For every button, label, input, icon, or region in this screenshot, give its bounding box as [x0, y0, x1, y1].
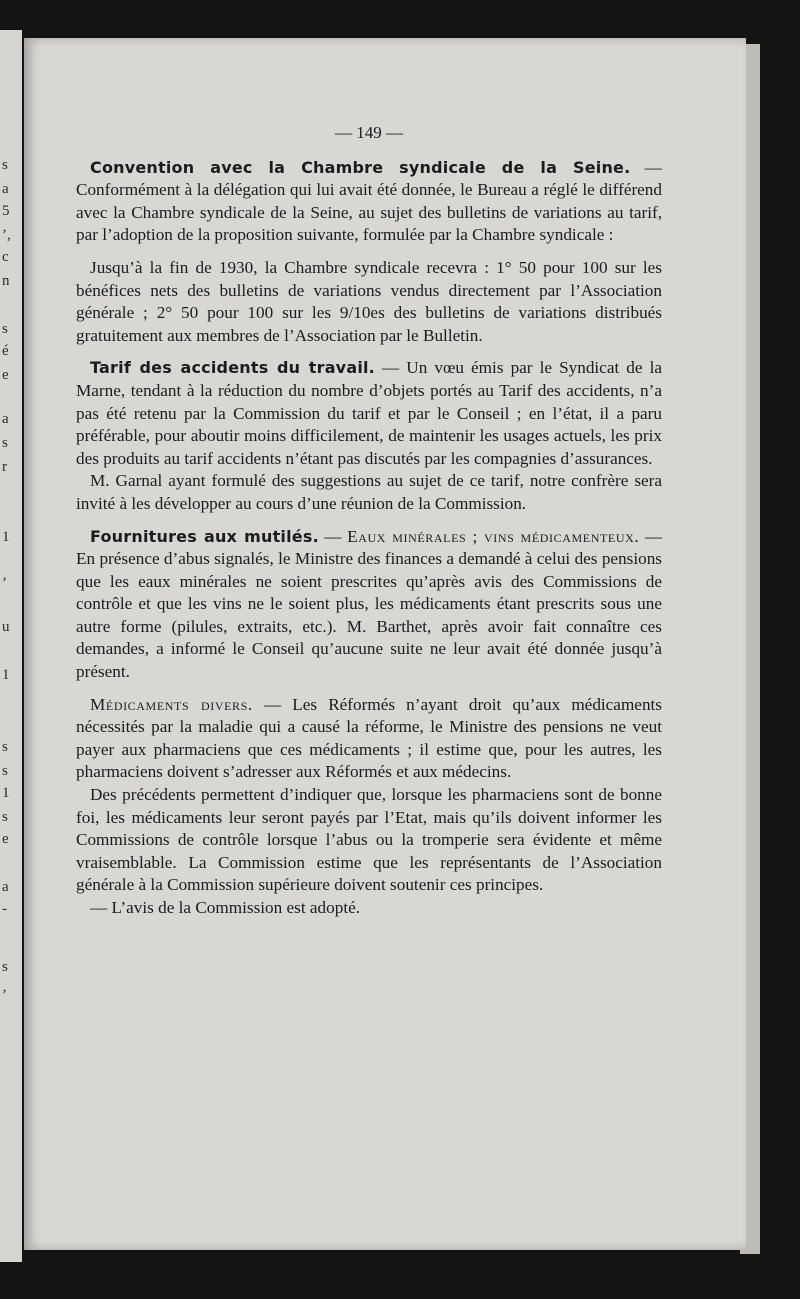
paragraph-text: — Conformément à la délégation qui lui avait été donnée, le Bureau a réglé le différend avec la Chambre syndicale de la Seine, au sujet des bulletins de variations au tarif, par l’adoption de la proposition suivante, formulée par la Chambre syndicale :: [76, 157, 662, 245]
left-page-edge: [0, 30, 22, 1262]
book-page: [24, 38, 746, 1250]
edge-letter: s: [2, 157, 8, 173]
edge-letter: s: [2, 321, 8, 337]
section-paragraph: [76, 157, 662, 247]
section-paragraph: Jusqu’à la fin de 1930, la Chambre syndicale recevra : 1° 50 pour 100 sur les bénéfices nets des bulletins de variations vendus directement par l’Association générale ; 2° 50 pour 100 sur les 9/10es des bulletins de variations distribués gratuitement aux membres de l’Association par le Bulletin.: [76, 257, 662, 345]
edge-letter: a: [2, 411, 9, 427]
edge-letter: -: [2, 901, 7, 917]
edge-letter: s: [2, 959, 8, 975]
page-text: [76, 122, 662, 920]
section-subheading: Eaux minérales ; vins médicamenteux.: [347, 526, 640, 546]
paragraph-text: — En présence d’abus signalés, le Ministre des finances a demandé à celui des pensions que les eaux minérales ne soient prescrites qu’après avis des Commissions de contrôle et que les vins ne le soient plus, les médicaments étant prescrits sous une autre forme (pilules, extraits, etc.). M. Barthet, après avoir fait connaître ces demandes, a informé le Conseil qu’aucune suite ne leur avait été donnée jusqu’à présent.: [76, 526, 662, 682]
edge-letter: 1: [2, 529, 10, 545]
section-paragraph: [76, 694, 662, 784]
edge-letter: e: [2, 367, 9, 383]
edge-letter: u: [2, 619, 10, 635]
edge-letter: é: [2, 343, 9, 359]
section-heading: Fournitures aux mutilés.: [90, 526, 319, 546]
edge-letter: c: [2, 249, 9, 265]
section-paragraph: [76, 357, 662, 470]
edge-letter: a: [2, 181, 9, 197]
paragraph-text: — Les Réformés n’ayant droit qu’aux médicaments nécessités par la maladie qui a causé la réforme, le Ministre des pensions ne veut payer aux pharmaciens que ces médicaments ; il estime que, pour les autres, les pharmaciens doivent s’adresser aux Réformés et aux médecins.: [76, 694, 662, 782]
section-paragraph: — L’avis de la Commission est adopté.: [90, 898, 361, 917]
edge-letter: r: [2, 459, 7, 475]
edge-letter: ’: [2, 987, 7, 1003]
section-paragraph: Fournitures aux mutilés. — Eaux minérales ; vins médicamenteux. — En présence d’abus signalés, le Ministre des finances a demandé à celui des pensions que les eaux minérales ne soient prescrites qu’après avis des Commissions de contrôle et que les vins ne le soient plus, les médicaments étant prescrits sous une autre forme (pilules, extraits, etc.). M. Barthet, après avoir fait connaître ces demandes, a informé le Conseil qu’aucune suite ne leur avait été donnée jusqu’à présent.: [76, 526, 662, 682]
left-page-margin-letters: [0, 30, 18, 1262]
section-heading: Convention avec la Chambre syndicale de la Seine.: [90, 157, 631, 177]
edge-letter: e: [2, 831, 9, 847]
paragraph-text: — Un vœu émis par le Syndicat de la Marne, tendant à la réduction du nombre d’objets portés au Tarif des accidents, n’a pas été retenu par la Commission du tarif et par le Conseil ; en l’état, il a paru préférable, pour aboutir moins difficilement, de maintenir les usages actuels, les prix des produits au tarif accidents n’étant pas discutés par les compagnies d’assurances.: [76, 358, 662, 468]
edge-letter: s: [2, 739, 8, 755]
edge-letter: s: [2, 435, 8, 451]
edge-letter: ’: [2, 575, 7, 591]
edge-letter: 1: [2, 667, 10, 683]
edge-letter: 1: [2, 785, 10, 801]
edge-letter: 5: [2, 203, 10, 219]
edge-letter: s: [2, 809, 8, 825]
edge-letter: s: [2, 763, 8, 779]
page-number: — 149 —: [335, 123, 403, 142]
section-paragraph: M. Garnal ayant formulé des suggestions au sujet de ce tarif, notre confrère sera invité à les développer au cours d’une réunion de la Commission.: [76, 471, 662, 513]
section-heading: Tarif des accidents du travail.: [90, 358, 375, 378]
section-paragraph: Des précédents permettent d’indiquer que, lorsque les pharmaciens sont de bonne foi, les médicaments leur seront payés par l’Etat, mais qu’ils doivent informer les Commissions de contrôle lorsque l’abus ou la tromperie sera évidente et même vraisemblable. La Commission estime que les représentants de l’Association générale à la Commission supérieure doivent soutenir ces principes.: [76, 785, 662, 895]
edge-letter: a: [2, 879, 9, 895]
edge-letter: n: [2, 273, 10, 289]
section-subheading: Médicaments divers.: [90, 694, 253, 714]
edge-letter: ’,: [2, 227, 11, 243]
